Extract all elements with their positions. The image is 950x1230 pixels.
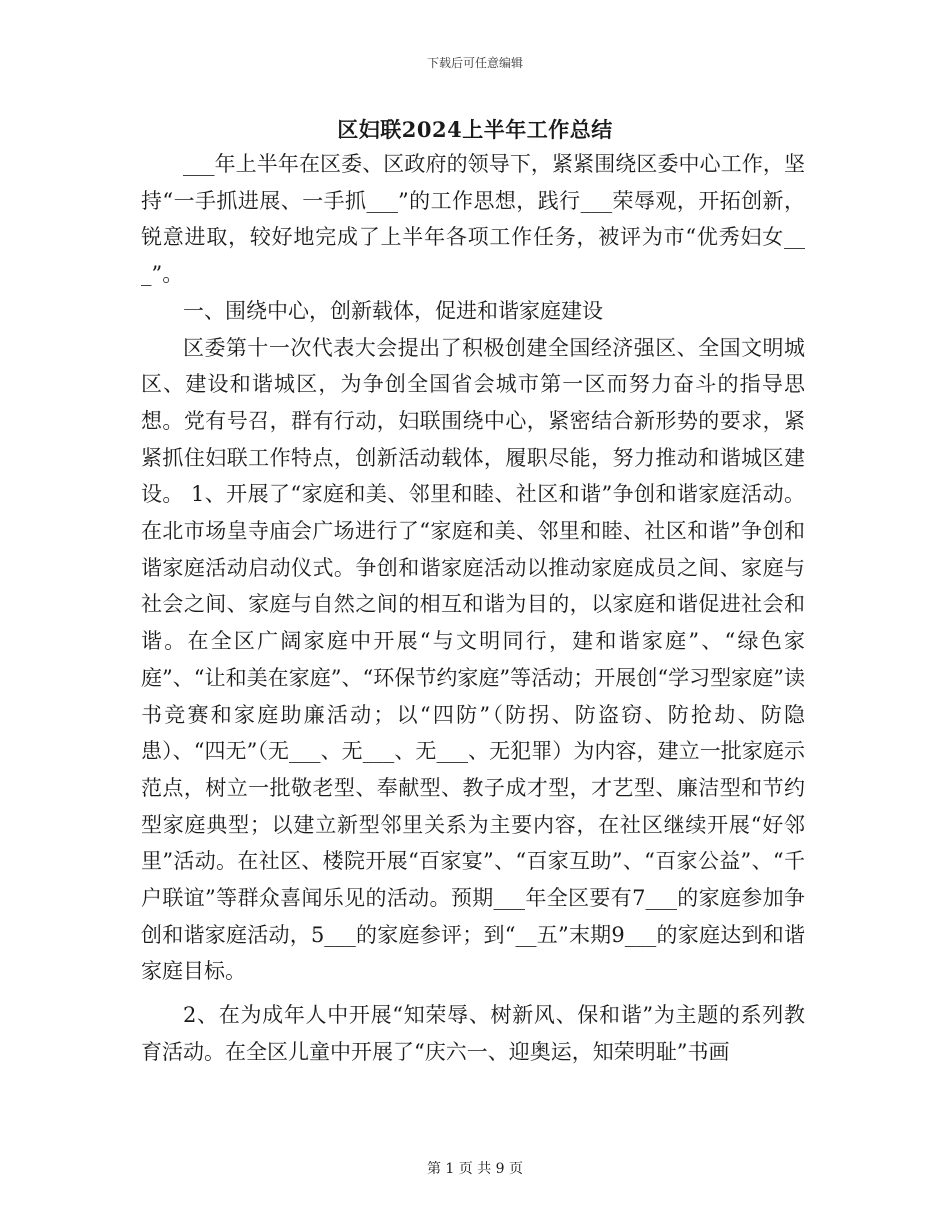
page-number: 第 1 页 共 9 页 xyxy=(426,1161,524,1177)
paragraph-item-two: 2、在为成年人中开展“知荣辱、树新风、保和谐”为主题的系列教育活动。在全区儿童中开展了“庆六一、迎奥运，知荣明耻”书画 xyxy=(141,1003,805,1064)
document-body xyxy=(141,146,805,1071)
document-title: 区妇联2024上半年工作总结 xyxy=(337,117,613,142)
page-header: 下载后可任意编辑 xyxy=(426,56,523,70)
paragraph-intro: ___年上半年在区委、区政府的领导下，紧紧围绕区委中心工作，坚持“一手抓进展、一手抓___”的工作思想，践行___荣辱观，开拓创新，锐意进取，较好地完成了上半年各项工作任务，被评为市“优秀妇女___”。 xyxy=(141,152,805,287)
section-heading: 一、围绕中心，创新载体，促进和谐家庭建设 xyxy=(183,298,603,323)
paragraph-section-one: 区委第十一次代表大会提出了积极创建全国经济强区、全国文明城区、建设和谐城区，为争创全国省会城市第一区而努力奋斗的指导思想。党有号召，群有行动，妇联围绕中心，紧密结合新形势的要求，紧紧抓住妇联工作特点，创新活动载体，履职尽能，努力推动和谐城区建设。 1、开展了“家庭和美、邻里和睦、社区和谐”争创和谐家庭活动。在北市场皇寺庙会广场进行了“家庭和美、邻里和睦、社区和谐”争创和谐家庭活动启动仪式。争创和谐家庭活动以推动家庭成员之间、家庭与社会之间、家庭与自然之间的相互和谐为目的，以家庭和谐促进社会和谐。在全区广阔家庭中开展“与文明同行，建和谐家庭”、“绿色家庭”、“让和美在家庭”、“环保节约家庭”等活动；开展创“学习型家庭”读书竞赛和家庭助廉活动；以“四防”（防拐、防盗窃、防抢劫、防隐患）、“四无”（无___、无___、无___、无犯罪）为内容，建立一批家庭示范点，树立一批敬老型、奉献型、教子成才型，才艺型、廉洁型和节约型家庭典型；以建立新型邻里关系为主要内容，在社区继续开展“好邻里”活动。在社区、楼院开展“百家宴”、“百家互助”、“百家公益”、“千户联谊”等群众喜闻乐见的活动。预期___年全区要有7___的家庭参加争创和谐家庭活动，5___的家庭参评；到“__五”末期9___的家庭达到和谐家庭目标。 xyxy=(141,335,805,984)
